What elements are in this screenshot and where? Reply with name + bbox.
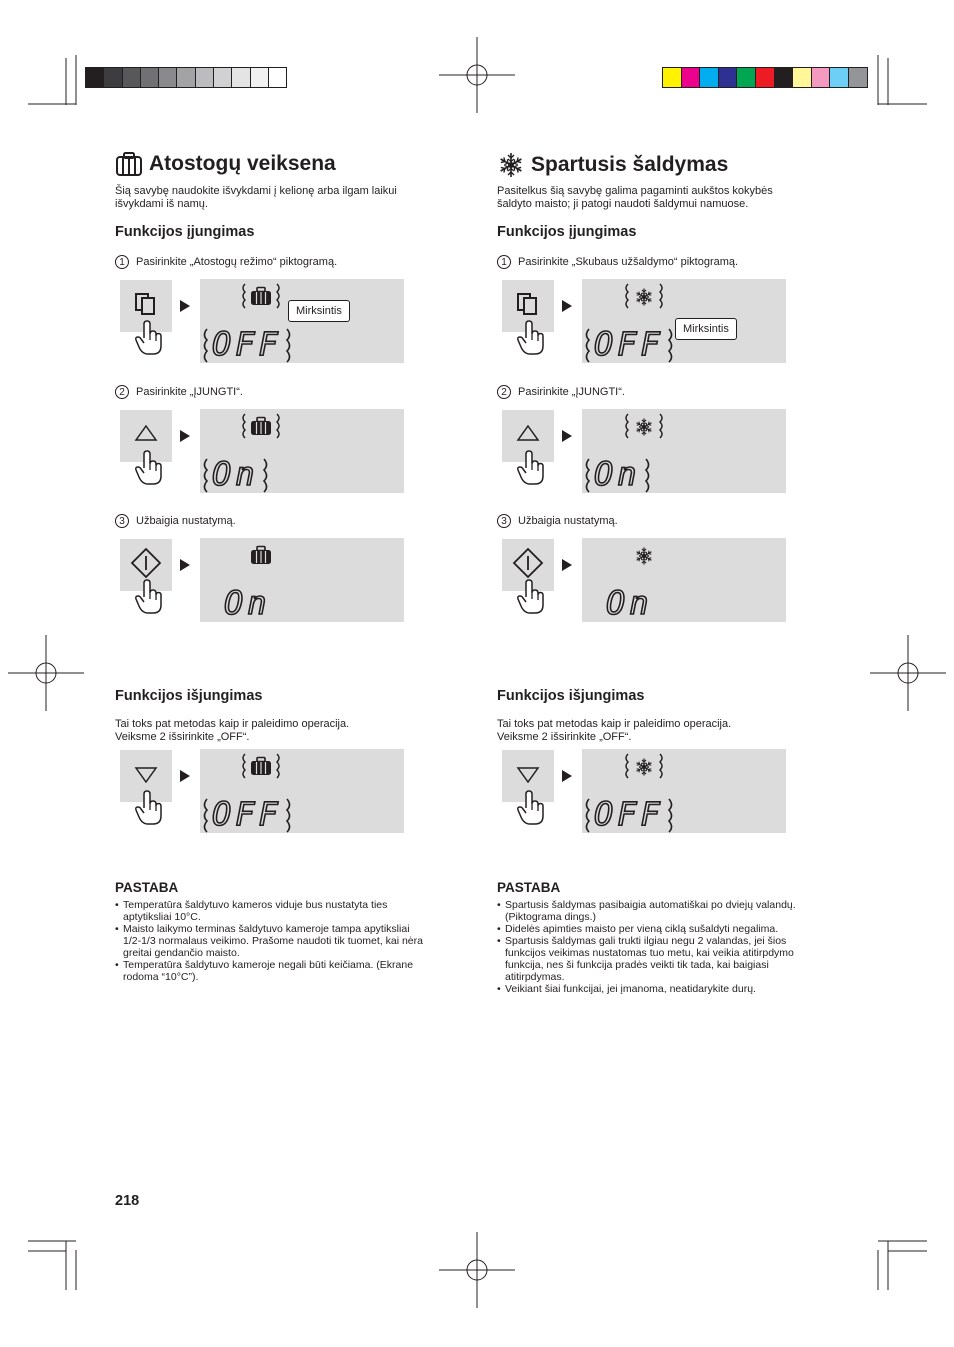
display-value: OFF [594, 325, 664, 363]
calibration-swatch [177, 68, 195, 87]
step-number: 2 [497, 385, 511, 399]
calibration-swatch [86, 68, 104, 87]
display-value: On [606, 584, 653, 622]
blinking-tooltip: Mirksintis [675, 318, 737, 340]
step-number: 3 [115, 514, 129, 528]
left-note-title: PASTABA [115, 880, 179, 895]
control-panel-display [582, 749, 786, 833]
calibration-swatch [232, 68, 250, 87]
step-text: Pasirinkite „Skubaus užšaldymo“ piktogramą. [518, 256, 739, 268]
control-panel-display [582, 279, 786, 363]
up-triangle-icon [512, 418, 544, 450]
arrow-right-icon [562, 300, 572, 312]
left-notes [115, 899, 455, 983]
pointing-hand-icon [518, 320, 544, 356]
calibration-swatch [830, 68, 849, 87]
right-title [497, 151, 728, 179]
page-title: Atostogų veiksena [149, 152, 336, 175]
calibration-swatch [196, 68, 214, 87]
calibration-swatch [159, 68, 177, 87]
snowflake-icon [634, 287, 654, 312]
step-1-label [115, 255, 337, 269]
left-off-heading: Funkcijos išjungimas [115, 688, 263, 704]
step-3-label [115, 514, 236, 528]
arrow-right-icon [180, 300, 190, 312]
display-value: OFF [212, 325, 282, 363]
control-panel-display [200, 538, 404, 622]
calibration-swatch [700, 68, 719, 87]
note-item: • Spartusis šaldymas gali trukti ilgiau negu 2 valandas, jei šios funkcijos veikimas nustatomas tuo metu, kai veikia atitirpdymo funkcija, nes ši funkcija pradės veikti tik tada, kai baigiasi atitirpdymas. [497, 935, 837, 983]
step-text: Pasirinkite „ĮJUNGTI“. [136, 386, 243, 398]
calibration-swatch [775, 68, 794, 87]
arrow-right-icon [180, 559, 190, 571]
calibration-swatch [737, 68, 756, 87]
copy-icon [130, 288, 162, 320]
snowflake-icon [497, 151, 525, 179]
suitcase-icon [250, 545, 272, 570]
suitcase-icon [250, 286, 272, 311]
pointing-hand-icon [136, 579, 162, 615]
left-intro: Šią savybę naudokite išvykdami į kelionę arba ilgam laikui išvykdami iš namų. [115, 185, 397, 210]
enter-diamond-icon [130, 547, 162, 579]
suitcase-icon [250, 416, 272, 441]
step-text: Pasirinkite „Atostogų režimo“ piktogramą. [136, 256, 338, 268]
left-title [115, 151, 336, 177]
step-number: 2 [115, 385, 129, 399]
enter-diamond-icon [512, 547, 544, 579]
calibration-swatch [123, 68, 141, 87]
display-value: OFF [212, 795, 282, 833]
suitcase-icon [250, 756, 272, 781]
arrow-right-icon [180, 770, 190, 782]
grayscale-calibration-bar [85, 67, 287, 88]
note-item: • Veikiant šiai funkcijai, jei įmanoma, neatidarykite durų. [497, 983, 837, 995]
blinking-tooltip: Mirksintis [288, 300, 350, 322]
snowflake-icon [634, 757, 654, 782]
right-on-heading: Funkcijos įjungimas [497, 224, 637, 240]
arrow-right-icon [562, 430, 572, 442]
right-notes [497, 899, 837, 995]
step-text: Pasirinkite „ĮJUNGTI“. [518, 386, 625, 398]
note-item: • Maisto laikymo terminas šaldytuvo kameroje tampa apytiksliai 1/2-1/3 normalaus veikimo. Prašome naudoti tik tuomet, kai nėra greitai gendančio maisto. [115, 923, 455, 959]
page-number: 218 [115, 1193, 140, 1209]
copy-icon [512, 288, 544, 320]
page-title: Spartusis šaldymas [531, 153, 729, 176]
calibration-swatch [104, 68, 122, 87]
left-off-text: Tai toks pat metodas kaip ir paleidimo operacija. Veiksme 2 išsirinkite „OFF“. [115, 718, 350, 743]
calibration-swatch [141, 68, 159, 87]
step-number: 3 [497, 514, 511, 528]
calibration-swatch [793, 68, 812, 87]
right-off-text: Tai toks pat metodas kaip ir paleidimo operacija. Veiksme 2 išsirinkite „OFF“. [497, 718, 732, 743]
control-panel-display [200, 749, 404, 833]
control-panel-display [582, 538, 786, 622]
right-off-heading: Funkcijos išjungimas [497, 688, 645, 704]
display-value: On [594, 455, 641, 493]
display-value: OFF [594, 795, 664, 833]
note-item: • Didelės apimties maisto per vieną ciklą sušaldyti negalima. [497, 923, 837, 935]
right-note-title: PASTABA [497, 880, 561, 895]
step-number: 1 [497, 255, 511, 269]
calibration-swatch [849, 68, 867, 87]
calibration-swatch [269, 68, 286, 87]
down-triangle-icon [130, 758, 162, 790]
step-1-label [497, 255, 738, 269]
control-panel-display [200, 279, 404, 363]
down-triangle-icon [512, 758, 544, 790]
note-item: • Spartusis šaldymas pasibaigia automatiškai po dviejų valandų. (Piktograma dings.) [497, 899, 837, 923]
control-panel-display [582, 409, 786, 493]
step-text: Užbaigia nustatymą. [518, 515, 618, 527]
step-number: 1 [115, 255, 129, 269]
note-item: • Temperatūra šaldytuvo kameroje negali būti keičiama. (Ekrane rodoma “10°C”). [115, 959, 455, 983]
left-on-heading: Funkcijos įjungimas [115, 224, 255, 240]
calibration-swatch [756, 68, 775, 87]
note-item: • Temperatūra šaldytuvo kameros viduje bus nustatyta ties aptytiksliai 10°C. [115, 899, 455, 923]
arrow-right-icon [562, 770, 572, 782]
pointing-hand-icon [136, 450, 162, 486]
control-panel-display [200, 409, 404, 493]
arrow-right-icon [562, 559, 572, 571]
suitcase-icon [115, 151, 143, 177]
color-calibration-bar [662, 67, 868, 88]
snowflake-icon [634, 417, 654, 442]
step-3-label [497, 514, 618, 528]
calibration-swatch [214, 68, 232, 87]
pointing-hand-icon [518, 579, 544, 615]
calibration-swatch [812, 68, 831, 87]
calibration-swatch [663, 68, 682, 87]
pointing-hand-icon [136, 320, 162, 356]
calibration-swatch [682, 68, 701, 87]
arrow-right-icon [180, 430, 190, 442]
pointing-hand-icon [136, 790, 162, 826]
snowflake-icon [634, 546, 654, 571]
up-triangle-icon [130, 418, 162, 450]
pointing-hand-icon [518, 790, 544, 826]
right-intro: Pasitelkus šią savybę galima pagaminti aukštos kokybės šaldyto maisto; ji patogi naudoti šaldymui namuose. [497, 185, 773, 210]
calibration-swatch [719, 68, 738, 87]
pointing-hand-icon [518, 450, 544, 486]
step-text: Užbaigia nustatymą. [136, 515, 236, 527]
calibration-swatch [251, 68, 269, 87]
step-2-label [497, 385, 625, 399]
display-value: On [224, 584, 271, 622]
step-2-label [115, 385, 243, 399]
display-value: On [212, 455, 259, 493]
